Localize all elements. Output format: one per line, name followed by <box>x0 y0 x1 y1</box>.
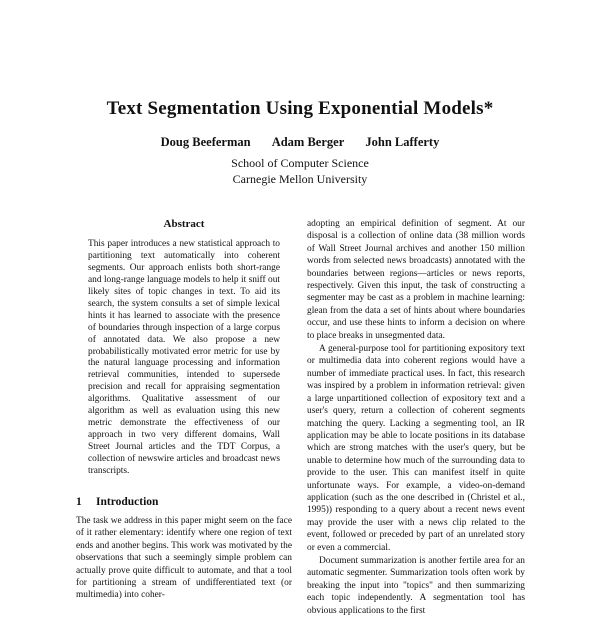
author-name: Doug Beeferman <box>160 135 251 149</box>
section-title: Introduction <box>96 495 159 508</box>
body-paragraph: A general-purpose tool for partitioning expository text or multimedia data into coherent regions would have a number of immediate practical uses. In fact, this research was inspired by a problem in information retrieval: given a large unpartitioned collection of expository text and a user's query, return a collection of coherent segments matching the query. Lacking a segmenting tool, an IR application may be able to locate positions in its database which are strong matches with the user's query, but be unable to determine how much of the surrounding data to provide to the user. This can manifest itself in quite unfortunate ways. For example, a video-on-demand application (such as the one described in (Christel et al., 1995)) responding to a query about a recent news event may provide the user with a news clip related to the event, followed or preceded by part of an unrelated story or even a commercial. <box>307 344 525 553</box>
intro-paragraph: The task we address in this paper might seem on the face of it rather elementary: identify where one region of text ends and another begins. This work was motivated by the observations that such a seemingly simple problem can actually prove quite difficult to automate, and that a tool for partitioning a stream of undifferentiated text (or multimedia) into coher- <box>76 515 292 601</box>
author-list <box>0 135 600 150</box>
section-heading <box>76 496 292 508</box>
section-number: 1 <box>76 495 82 508</box>
body-paragraph: adopting an empirical definition of segment. At our disposal is a collection of online data (38 million words of Wall Street Journal archives and another 150 million words from selected news broadcasts) annotated with the boundaries between regions—articles or news reports, respectively. Given this input, the task of constructing a segmenter may be cast as a problem in machine learning: glean from the data a set of hints about where boundaries occur, and use these hints to inform a decision on where to place breaks in unsegmented data. <box>307 219 525 341</box>
body-paragraph: Document summarization is another fertile area for an automatic segmenter. Summarization tools often work by breaking the input into "topics" and then summarizing each topic independently. A segmentation tool has obvious applications to the first <box>307 555 525 616</box>
paper-title: Text Segmentation Using Exponential Models* <box>106 98 494 119</box>
author-name: Adam Berger <box>271 135 345 149</box>
affiliation-line: School of Computer Science <box>231 156 369 170</box>
right-column <box>307 218 525 617</box>
affiliation-line: Carnegie Mellon University <box>232 172 368 186</box>
abstract-heading: Abstract <box>163 218 205 230</box>
abstract-text: This paper introduces a new statistical approach to partitioning text automatically into coherent segments. Our approach enlists both short-range and long-range language models to help it sniff out likely sites of topic changes in text. To aid its search, the system consults a set of simple lexical hints it has learned to associate with the presence of boundaries through inspection of a large corpus of annotated data. We also propose a new probabilistically motivated error metric for use by the natural language processing and information retrieval communities, intended to supersede precision and recall for appraising segmentation algorithms. Qualitative assessment of our algorithm as well as evaluation using this new metric demonstrate the effectiveness of our approach in two very different domains, Wall Street Journal articles and the TDT Corpus, a collection of newswire articles and broadcast news transcripts. <box>88 239 280 476</box>
author-name: John Lafferty <box>365 135 440 149</box>
affiliation <box>0 155 600 187</box>
left-column <box>76 218 292 602</box>
